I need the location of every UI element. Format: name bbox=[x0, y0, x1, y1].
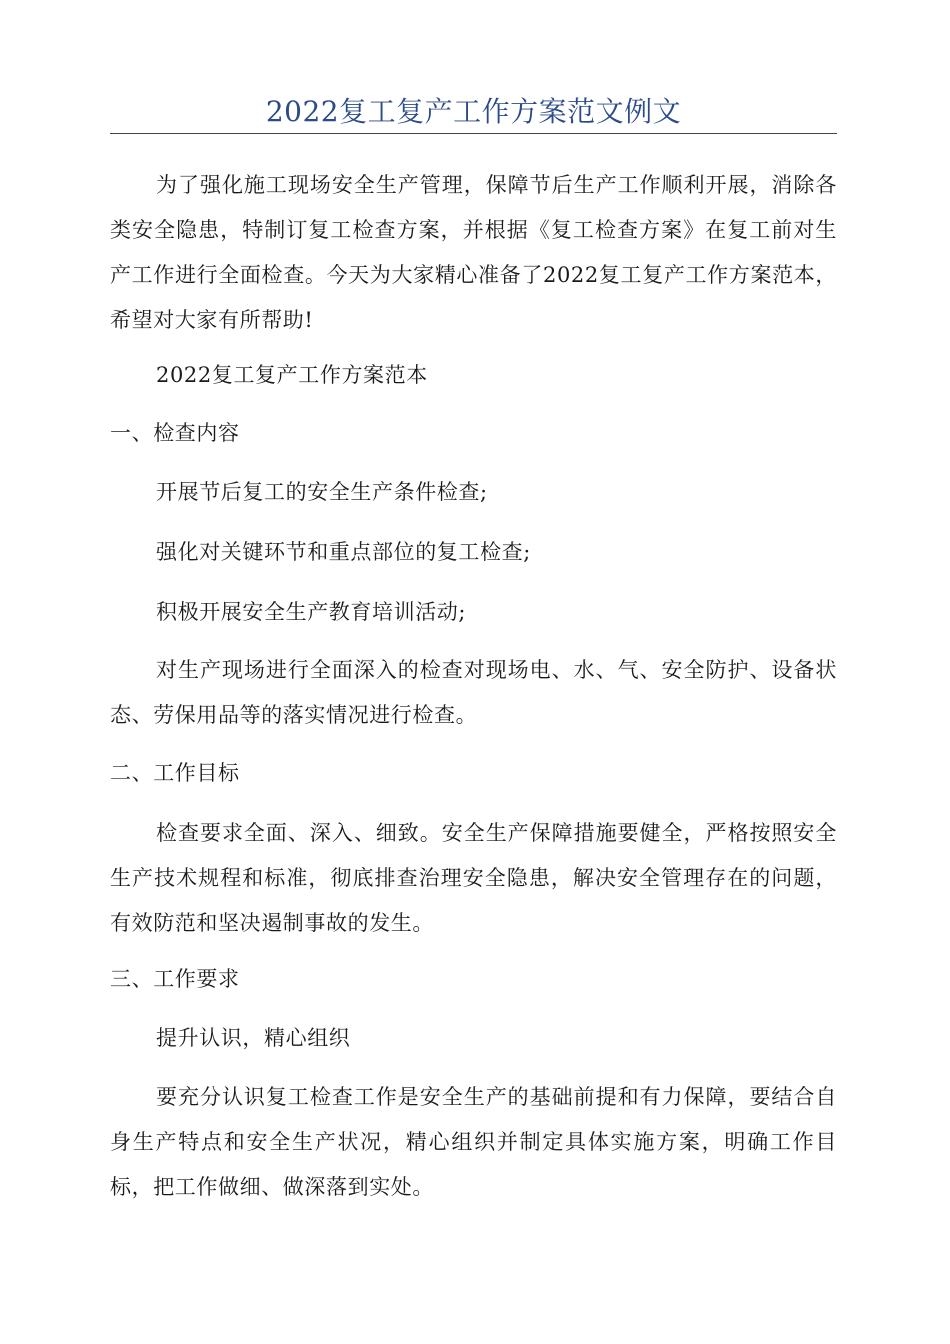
subtitle-paragraph: 2022复工复产工作方案范本 bbox=[156, 363, 428, 387]
intro-paragraph: 为了强化施工现场安全生产管理，保障节后生产工作顺利开展，消除各类安全隐患，特制订复工检查方案，并根据《复工检查方案》在复工前对生产工作进行全面检查。今天为大家精心准备了2022复工复产工作方案范本，希望对大家有所帮助! bbox=[110, 173, 837, 332]
check-item-1: 开展节后复工的安全生产条件检查; bbox=[156, 480, 488, 504]
section-heading-2: 二、工作目标 bbox=[110, 761, 240, 785]
requirement-paragraph: 要充分认识复工检查工作是安全生产的基础前提和有力保障，要结合自身生产特点和安全生产状况，精心组织并制定具体实施方案，明确工作目标，把工作做细、做深落到实处。 bbox=[110, 1085, 837, 1199]
section-heading-1: 一、检查内容 bbox=[110, 421, 240, 445]
requirement-subheading: 提升认识，精心组织 bbox=[156, 1026, 351, 1050]
check-item-3: 积极开展安全生产教育培训活动; bbox=[156, 600, 467, 624]
title-underline bbox=[110, 133, 837, 134]
document-title: 2022复工复产工作方案范文例文 bbox=[265, 95, 682, 128]
check-item-2: 强化对关键环节和重点部位的复工检查; bbox=[156, 540, 531, 564]
goal-paragraph: 检查要求全面、深入、细致。安全生产保障措施要健全，严格按照安全生产技术规程和标准，彻底排查治理安全隐患，解决安全管理存在的问题，有效防范和坚决遏制事故的发生。 bbox=[110, 821, 837, 935]
section-heading-3: 三、工作要求 bbox=[110, 967, 240, 991]
check-item-4: 对生产现场进行全面深入的检查对现场电、水、气、安全防护、设备状态、劳保用品等的落实情况进行检查。 bbox=[110, 658, 837, 727]
